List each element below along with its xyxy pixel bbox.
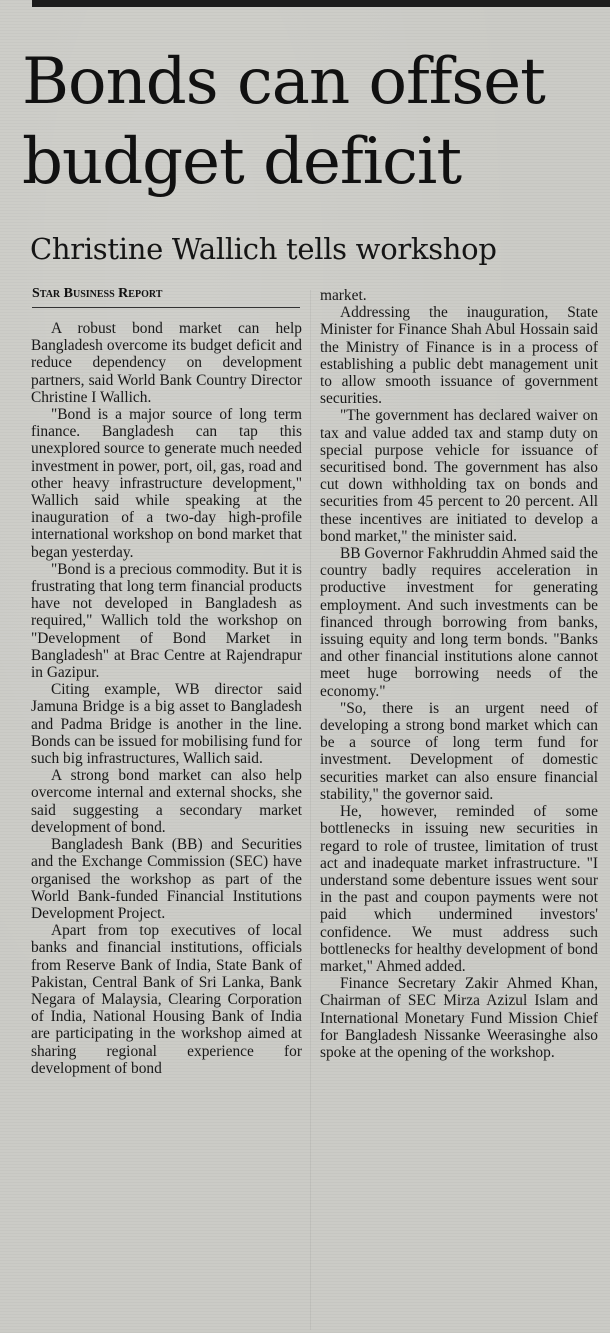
paragraph: Bangladesh Bank (BB) and Securities and the Exchange Commission (SEC) have organised the workshop as part of the World Bank-funded Financial Institutions Development Project.	[31, 836, 302, 922]
right-column	[320, 287, 598, 1061]
paragraph: Citing example, WB director said Jamuna Bridge is a big asset to Bangladesh and Padma Bridge is another in the line. Bonds can be issued for mobilising fund for such big infrastructures, Wallich said.	[31, 681, 302, 768]
subheadline: Christine Wallich tells workshop	[30, 232, 497, 266]
paragraph: Addressing the inauguration, State Minister for Finance Shah Abul Hossain said the Ministry of Finance is in a process of establishing a public debt management unit to allow smooth issuance of government securities.	[320, 304, 598, 408]
paragraph: He, however, reminded of some bottlenecks in issuing new securities in regard to role of trustee, limitation of trust act and inadequate market infrastructure. "I understand some debenture issues went sour in the past and coupon payments were not paid which undermined investors' confidence. We must address such bottlenecks for healthy development of bond market," Ahmed added.	[320, 803, 598, 975]
column-divider	[310, 290, 311, 1330]
headline: Bonds can offset budget deficit	[22, 45, 545, 199]
left-column	[31, 320, 302, 1077]
paragraph: Finance Secretary Zakir Ahmed Khan, Chairman of SEC Mirza Azizul Islam and International Monetary Fund Mission Chief for Bangladesh Nissanke Weerasinghe also spoke at the opening of the workshop.	[320, 975, 598, 1061]
paragraph: market.	[320, 287, 367, 304]
paragraph: Apart from top executives of local banks and financial institutions, officials from Reserve Bank of India, State Bank of Pakistan, Central Bank of Sri Lanka, Bank Negara of Malaysia, Clearing Corporation of India, National Housing Bank of India are participating in the workshop aimed at sharing regional experience for development of bond	[31, 922, 302, 1077]
paragraph: "So, there is an urgent need of developing a strong bond market which can be a source of long term fund for investment. Development of domestic securities market can also ensure financial stability," the governor said.	[320, 699, 598, 803]
byline: Star Business Report	[32, 285, 300, 308]
top-rule	[32, 0, 610, 7]
paragraph: A strong bond market can also help overcome internal and external shocks, she said suggesting a secondary market development of bond.	[31, 767, 302, 836]
paragraph: "The government has declared waiver on tax and value added tax and stamp duty on special purpose vehicle for issuance of securitised bond. The government has also cut down withholding tax on bonds and securities from 45 percent to 20 percent. All these incentives are initiated to develop a bond market," the minister said.	[320, 407, 598, 545]
paragraph: "Bond is a precious commodity. But it is frustrating that long term financial products have not developed in Bangladesh as required," Wallich told the workshop on "Development of Bond Market in Bangladesh" at Brac Centre at Rajendrapur in Gazipur.	[31, 560, 302, 682]
paragraph: "Bond is a major source of long term finance. Bangladesh can tap this unexplored source to generate much needed investment in power, port, oil, gas, road and other heavy infrastructure development," Wallich said while speaking at the inauguration of a two-day high-profile international workshop on bond market that began yesterday.	[31, 406, 302, 561]
paragraph: A robust bond market can help Bangladesh overcome its budget deficit and reduce dependency on development partners, said World Bank Country Director Christine I Wallich.	[31, 320, 302, 406]
paragraph: BB Governor Fakhruddin Ahmed said the country badly requires acceleration in productive investment for generating employment. And such investments can be financed through borrowing from banks, issuing equity and long term bonds. "Banks and other financial institutions alone cannot meet huge borrowing needs of the economy."	[320, 545, 598, 700]
